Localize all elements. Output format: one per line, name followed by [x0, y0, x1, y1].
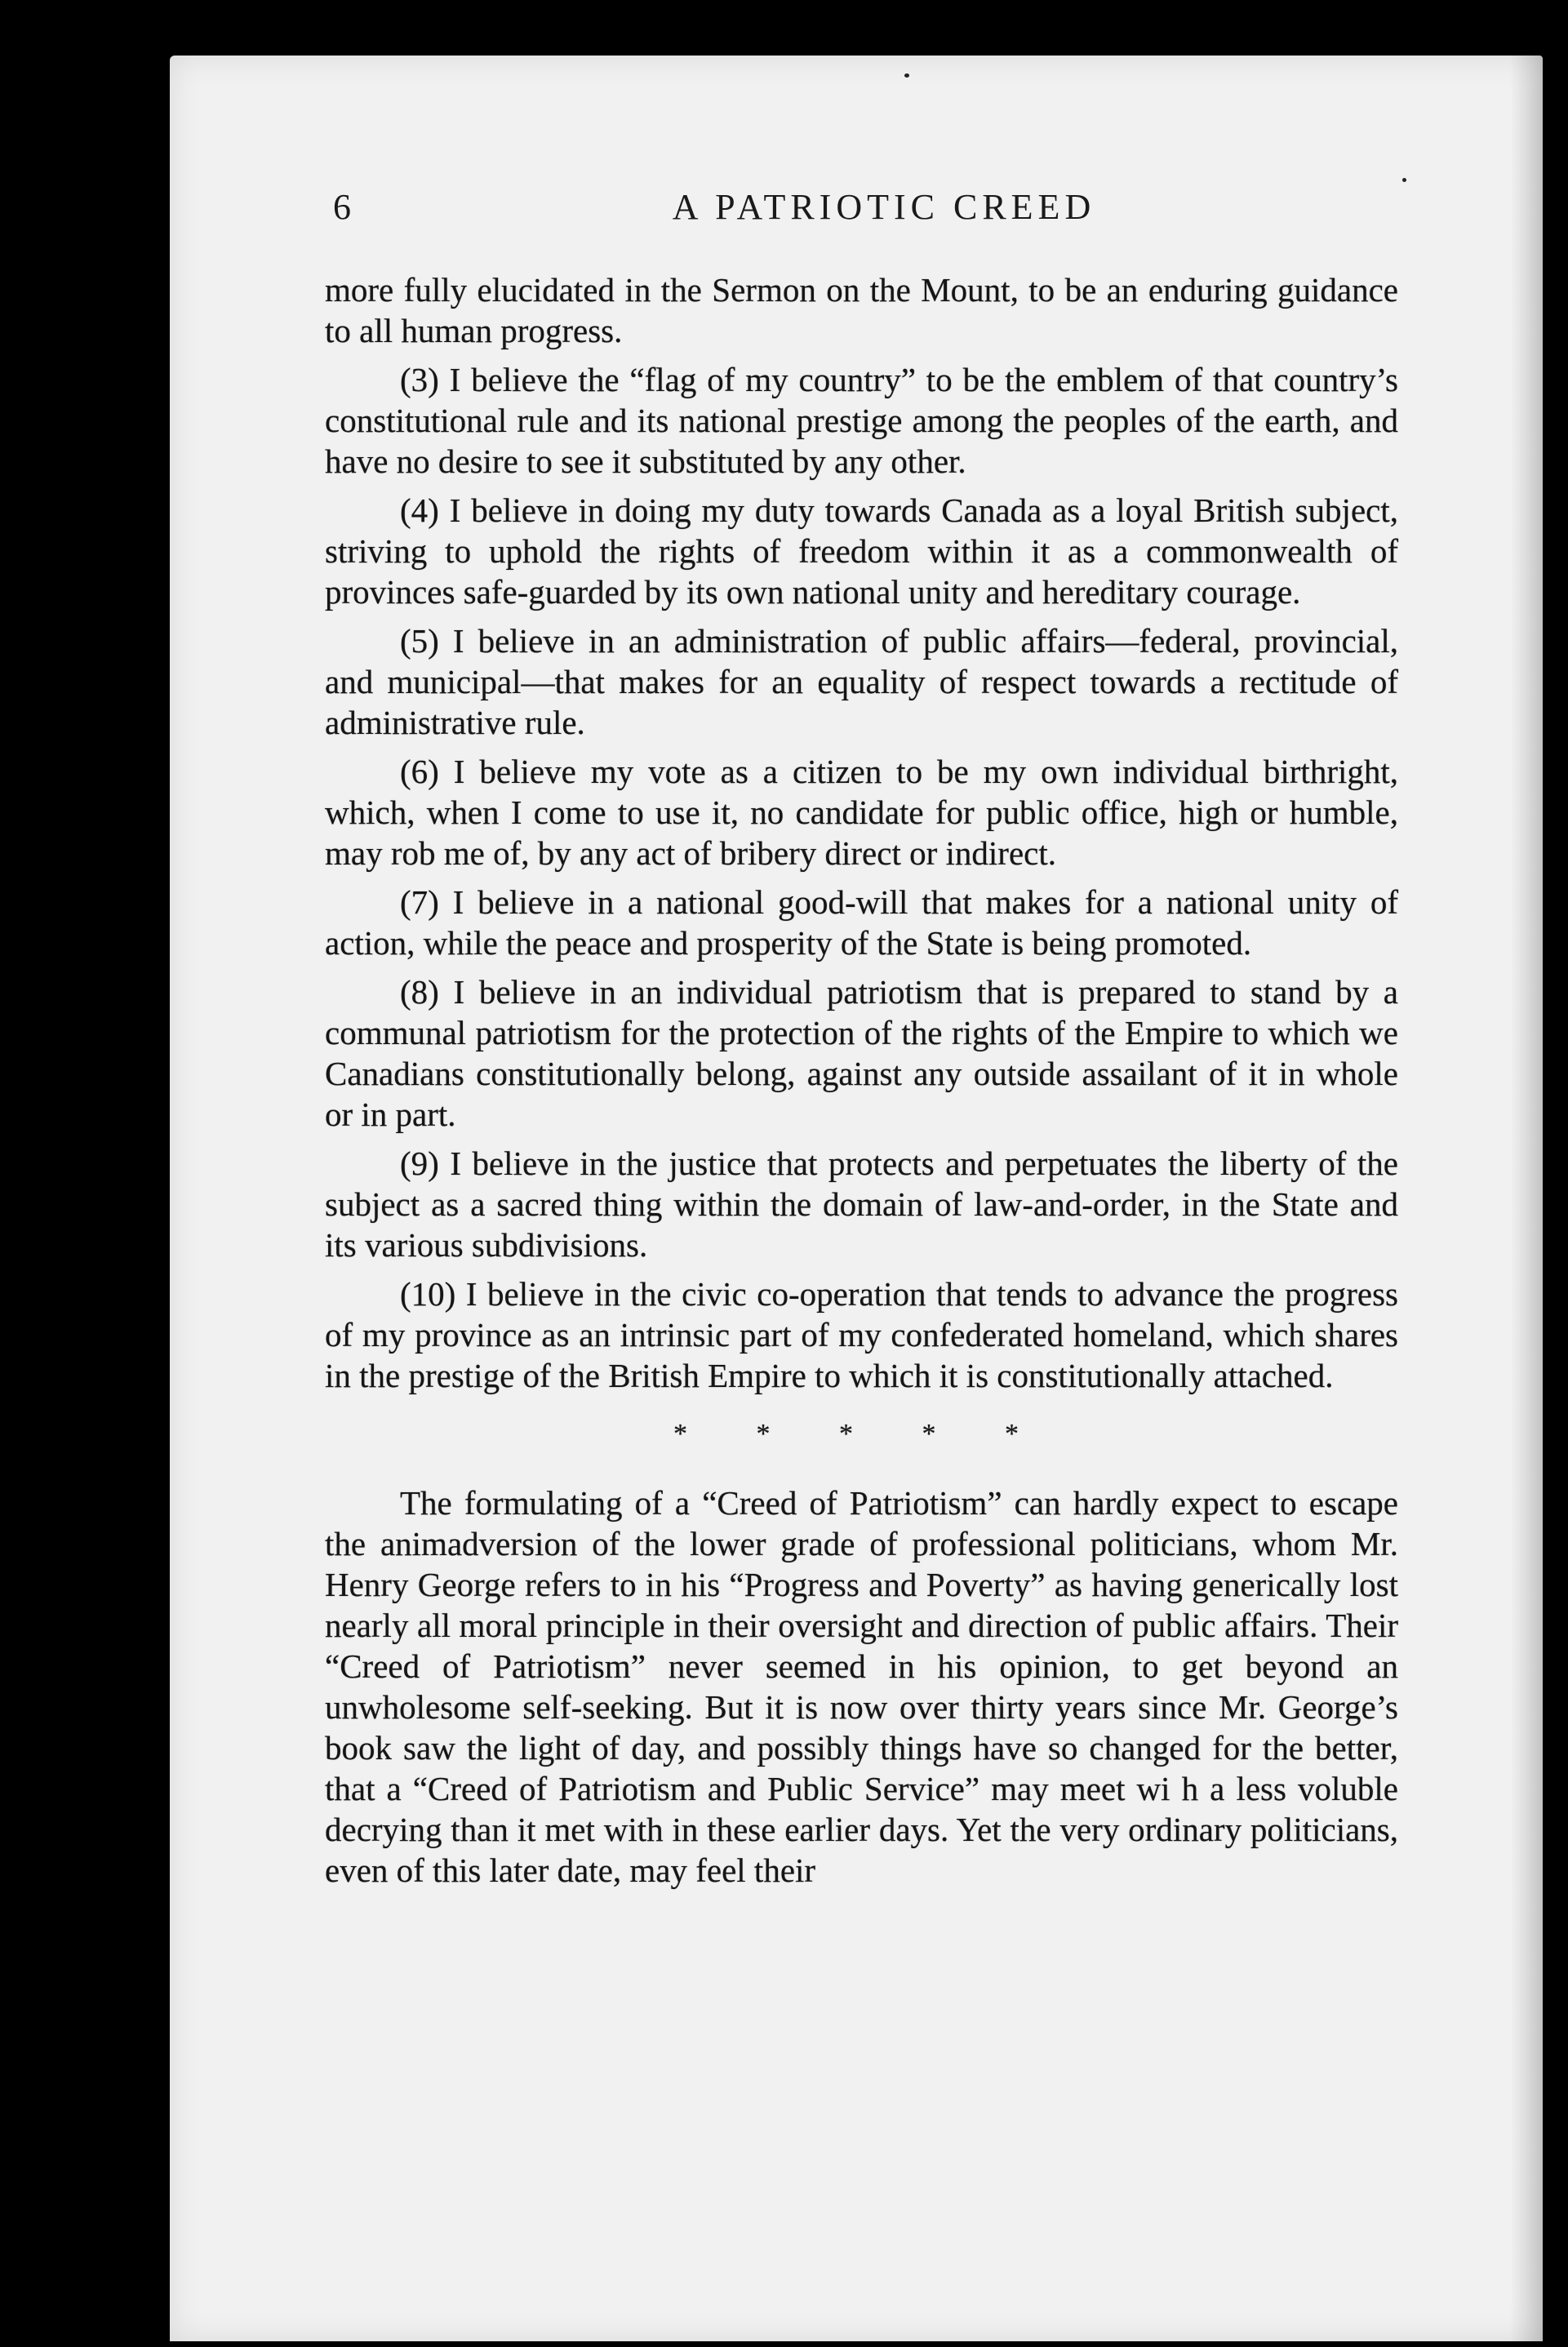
page-number: 6 — [333, 187, 351, 227]
section-separator: * * * * * — [673, 1419, 1050, 1449]
closing-paragraph: The formulating of a “Creed of Patriotism” can hardly expect to escape the animadversion of the lower grade of professional politicians, whom Mr. Henry George refers to in his “Progress and Poverty” as having generically lost nearly all moral principle in their oversight and direction of public affairs. Their “Creed of Patriotism” never seemed in his opinion, to get beyond an unwholesome self-seeking. But it is now over thirty years since Mr. George’s book saw the light of day, and possibly things have so changed for the better, that a “Creed of Patriotism and Public Service” may meet wi h a less voluble decrying than it met with in these earlier days. Yet the very ordinary politicians, even of this later date, may feel their — [325, 1484, 1398, 1889]
creed-item-8: (8) I believe in an individual patriotism that is prepared to stand by a communal patriotism for the protection of the rights of the Empire to which we Canadians constitutionally belong, against any outside assailant of it in whole or in part. — [325, 973, 1398, 1133]
page-edge-shadow — [1510, 56, 1543, 2341]
creed-item-6: (6) I believe my vote as a citizen to be my own individual birthright, which, when I come to use it, no candidate for public office, high or humble, may rob me of, by any act of bribery direct or indirect. — [325, 753, 1398, 872]
scanned-page — [170, 56, 1543, 2341]
page-header — [333, 186, 1435, 243]
creed-item-3: (3) I believe the “flag of my country” to be the emblem of that country’s constitutional rule and its national prestige among the peoples of the earth, and have no desire to see it substituted by any other. — [325, 361, 1398, 480]
paragraph-continuation: more fully elucidated in the Sermon on the Mount, to be an enduring guidance to all human progress. — [325, 271, 1398, 349]
creed-item-10: (10) I believe in the civic co-operation that tends to advance the progress of my province as an intrinsic part of my confederated homeland, which shares in the prestige of the British Empire to which it is constitutionally attached. — [325, 1275, 1398, 1394]
creed-item-7: (7) I believe in a national good-will that makes for a national unity of action, while the peace and prosperity of the State is being promoted. — [325, 883, 1398, 962]
page-body — [325, 269, 1398, 1899]
dust-speck — [1402, 178, 1406, 182]
creed-item-9: (9) I believe in the justice that protects and perpetuates the liberty of the subject as a sacred thing within the domain of law-and-order, in the State and its various subdivisions. — [325, 1145, 1398, 1264]
creed-item-5: (5) I believe in an administration of public affairs—federal, provincial, and municipal—that makes for an equality of respect towards a rectitude of administrative rule. — [325, 622, 1398, 741]
dust-speck — [904, 73, 909, 78]
running-head: A PATRIOTIC CREED — [672, 187, 1096, 227]
creed-item-4: (4) I believe in doing my duty towards Canada as a loyal British subject, striving to uphold the rights of freedom within it as a commonwealth of provinces safe-guarded by its own national unity and hereditary courage. — [325, 491, 1398, 611]
